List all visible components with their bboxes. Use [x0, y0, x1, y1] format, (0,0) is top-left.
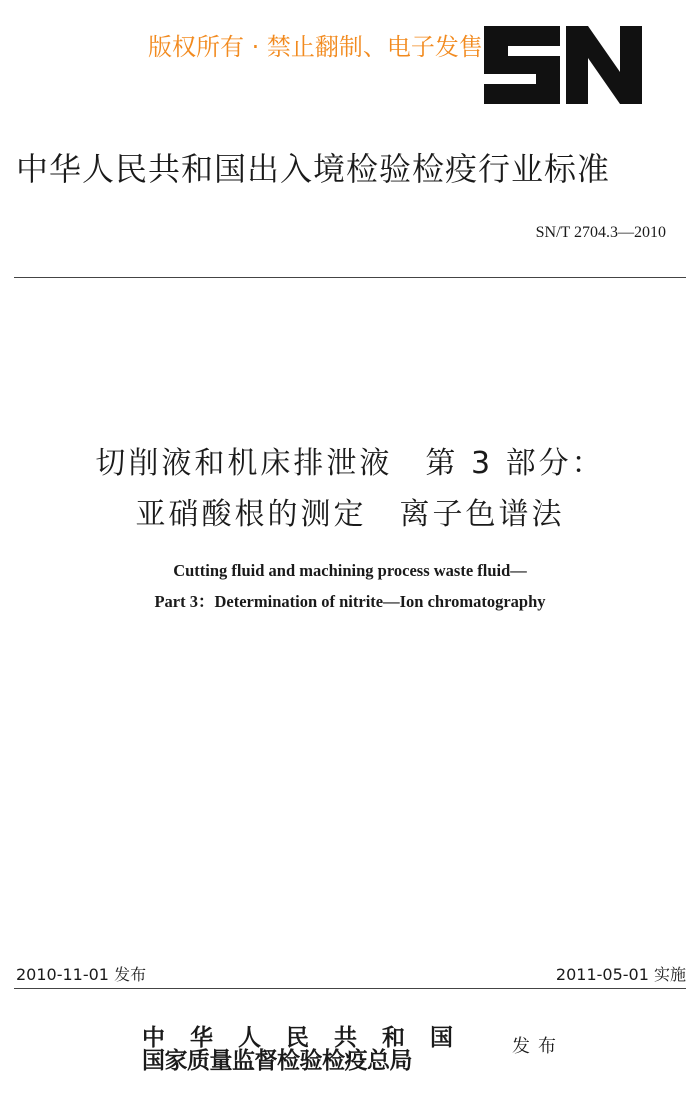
publish-label: 发布 — [512, 1036, 564, 1057]
sn-logo — [484, 24, 644, 106]
top-divider — [14, 277, 686, 278]
logo-letter-s — [484, 26, 560, 104]
standard-number: SN/T 2704.3—2010 — [535, 224, 666, 241]
chinese-title-line-1: 切削液和机床排泄液 第 3 部分： — [95, 446, 605, 481]
english-title-line-2: Part 3：Determination of nitrite—Ion chromatography — [154, 592, 546, 611]
issue-date: 2010-11-01 发布 — [16, 965, 147, 984]
bottom-divider — [14, 988, 686, 989]
logo-letter-n — [566, 26, 642, 104]
issuer-line-1: 中 华 人 民 共 和 国 — [142, 1024, 454, 1051]
issuer-line-2: 国家质量监督检验检疫总局 — [142, 1047, 412, 1074]
watermark-text: 版权所有 · 禁止翻制、电子发售 — [148, 33, 483, 61]
organization-title: 中华人民共和国出入境检验检疫行业标准 — [16, 150, 611, 188]
chinese-title-line-2: 亚硝酸根的测定 离子色谱法 — [135, 497, 565, 532]
implementation-date: 2011-05-01 实施 — [555, 965, 686, 984]
english-title-line-1: Cutting fluid and machining process waste fluid— — [173, 561, 527, 580]
